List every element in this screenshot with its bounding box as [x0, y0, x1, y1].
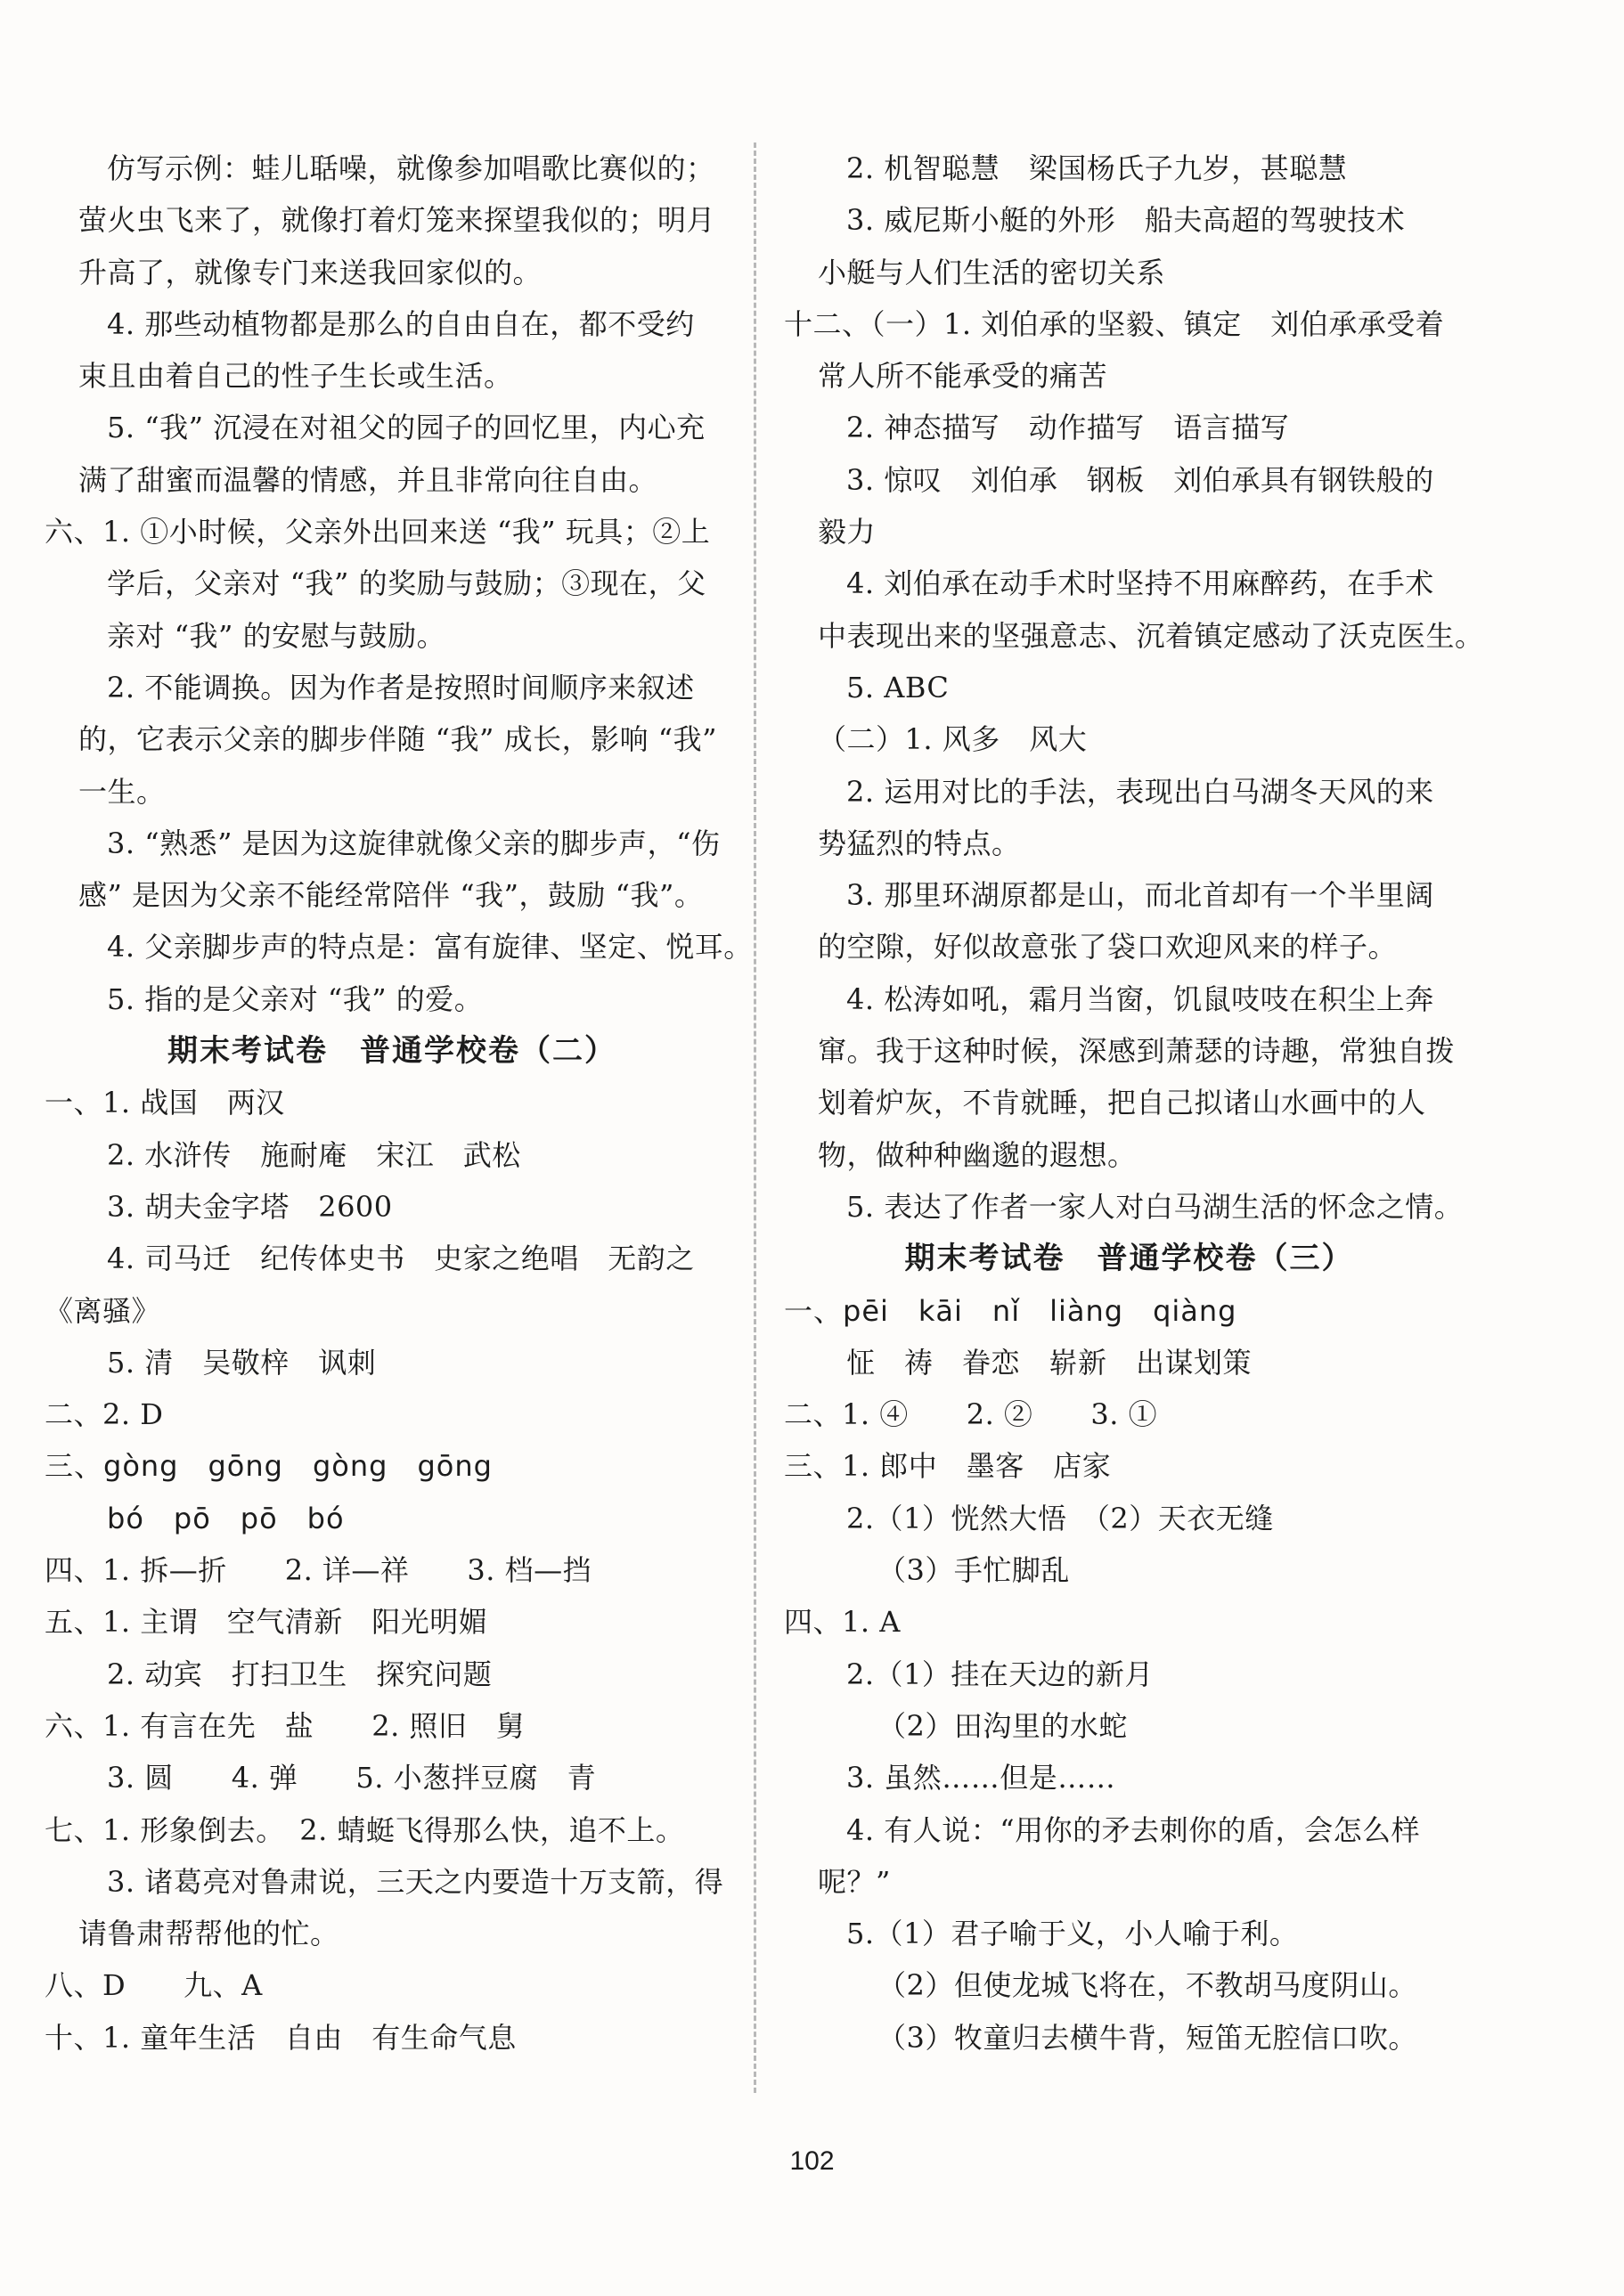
answer-line: 呢？” — [818, 1864, 891, 1899]
answer-line: 仿写示例：蛙儿聒噪，就像参加唱歌比赛似的； — [107, 151, 715, 185]
answer-line: 4. 那些动植物都是那么的自由自在，都不受约 — [107, 306, 695, 341]
answer-line: （3）手忙脚乱 — [877, 1553, 1070, 1588]
answer-line: 一、1. 战国 两汉 — [45, 1086, 285, 1120]
answer-line: 三、gòng gōng gòng gōng — [45, 1449, 493, 1484]
answer-line: 六、1. ①小时候，父亲外出回来送 “我” 玩具；②上 — [45, 515, 711, 550]
answer-line: 学后，父亲对 “我” 的奖励与鼓励；③现在，父 — [107, 566, 706, 601]
answer-line: 2.（1）恍然大悟 （2）天衣无缝 — [846, 1501, 1274, 1535]
answer-line: 4. 刘伯承在动手术时坚持不用麻醉药，在手术 — [846, 566, 1434, 601]
answer-line: 5. “我” 沉浸在对祖父的园子的回忆里，内心充 — [107, 411, 706, 445]
answer-line: 2. 神态描写 动作描写 语言描写 — [846, 411, 1290, 445]
answer-line: 毅力 — [818, 515, 877, 550]
answer-line: 小艇与人们生活的密切关系 — [818, 255, 1166, 289]
answer-line: 3. “熟悉” 是因为这旋律就像父亲的脚步声，“伤 — [107, 826, 721, 860]
answer-line: bó pō pō bó — [107, 1501, 345, 1535]
answer-line: 4. 有人说：“用你的矛去刺你的盾，会怎么样 — [846, 1812, 1421, 1847]
answer-line: 5. ABC — [846, 670, 950, 704]
left-column — [45, 142, 753, 2064]
answer-line: 5. 表达了作者一家人对白马湖生活的怀念之情。 — [846, 1189, 1464, 1224]
answer-line: 3. 那里环湖原都是山，而北首却有一个半里阔 — [846, 878, 1434, 913]
answer-line: 十、1. 童年生活 自由 有生命气息 — [45, 2020, 517, 2055]
answer-line: 2.（1）挂在天边的新月 — [846, 1657, 1154, 1691]
answer-line: 常人所不能承受的痛苦 — [818, 359, 1108, 394]
answer-line: 十二、（一）1. 刘伯承的坚毅、镇定 刘伯承承受着 — [784, 306, 1445, 341]
right-column — [784, 142, 1484, 2064]
answer-line: 3. 诸葛亮对鲁肃说，三天之内要造十万支箭，得 — [107, 1864, 724, 1899]
answer-line: 5. 清 吴敬梓 讽刺 — [107, 1345, 377, 1380]
answer-line: 八、D 九、A — [45, 1968, 263, 2003]
answer-line: 感” 是因为父亲不能经常陪伴 “我”，鼓励 “我”。 — [78, 878, 704, 913]
answer-line: 《离骚》 — [45, 1293, 161, 1328]
answer-line: 束且由着自己的性子生长或生活。 — [78, 359, 513, 394]
answer-line: 满了甜蜜而温馨的情感，并且非常向往自由。 — [78, 462, 658, 497]
column-divider — [754, 142, 756, 2093]
answer-line: 亲对 “我” 的安慰与鼓励。 — [107, 618, 446, 653]
answer-line: 二、2. D — [45, 1397, 164, 1432]
answer-line: 一生。 — [78, 774, 166, 809]
answer-line: 划着炉灰，不肯就睡，把自己拟诸山水画中的人 — [818, 1086, 1426, 1120]
answer-line: 二、1. ④ 2. ② 3. ① — [784, 1397, 1158, 1432]
answer-line: 2. 水浒传 施耐庵 宋江 武松 — [107, 1137, 521, 1172]
answer-line: （二）1. 风多 风大 — [818, 722, 1088, 757]
answer-line: 4. 父亲脚步声的特点是：富有旋律、坚定、悦耳。 — [107, 930, 753, 965]
answer-line: 2. 机智聪慧 梁国杨氏子九岁，甚聪慧 — [846, 151, 1348, 185]
page-number: 102 — [789, 2146, 835, 2176]
answer-line: 怔 祷 眷恋 崭新 出谋划策 — [846, 1345, 1253, 1380]
answer-line: 5.（1）君子喻于义，小人喻于利。 — [846, 1917, 1299, 1951]
answer-line: 3. 虽然……但是…… — [846, 1761, 1116, 1795]
answer-line: 升高了，就像专门来送我回家似的。 — [78, 255, 543, 289]
answer-line: 3. 威尼斯小艇的外形 船夫高超的驾驶技术 — [846, 203, 1406, 238]
answer-line: 的，它表示父亲的脚步伴随 “我” 成长，影响 “我” — [78, 722, 717, 757]
answer-line: 势猛烈的特点。 — [818, 826, 1021, 860]
answer-line: 窜。我于这种时候，深感到萧瑟的诗趣，常独自拨 — [818, 1034, 1456, 1069]
answer-line: 请鲁肃帮帮他的忙。 — [78, 1917, 339, 1951]
answer-line: 六、1. 有言在先 盐 2. 照旧 舅 — [45, 1708, 526, 1743]
answer-line: 一、pēi kāi nǐ liàng qiàng — [784, 1293, 1237, 1328]
answer-line: 2. 不能调换。因为作者是按照时间顺序来叙述 — [107, 670, 695, 704]
answer-line: 2. 动宾 打扫卫生 探究问题 — [107, 1657, 493, 1691]
section-heading: 期末考试卷 普通学校卷（二） — [167, 1033, 616, 1070]
answer-line: 5. 指的是父亲对 “我” 的爱。 — [107, 981, 484, 1016]
answer-line: （2）田沟里的水蛇 — [877, 1708, 1128, 1743]
answer-line: （2）但使龙城飞将在，不教胡马度阴山。 — [877, 1968, 1417, 2003]
answer-line: 物，做种种幽邈的遐想。 — [818, 1137, 1137, 1172]
answer-line: 3. 圆 4. 弹 5. 小葱拌豆腐 青 — [107, 1761, 597, 1795]
answer-line: 4. 松涛如吼，霜月当窗，饥鼠吱吱在积尘上奔 — [846, 981, 1434, 1016]
answer-line: 七、1. 形象倒去。 2. 蜻蜓飞得那么快，追不上。 — [45, 1812, 685, 1847]
answer-line: 2. 运用对比的手法，表现出白马湖冬天风的来 — [846, 774, 1434, 809]
answer-line: 3. 胡夫金字塔 2600 — [107, 1189, 393, 1224]
answer-line: 4. 司马迁 纪传体史书 史家之绝唱 无韵之 — [107, 1242, 695, 1276]
answer-line: 四、1. A — [784, 1605, 901, 1640]
answer-line: 五、1. 主谓 空气清新 阳光明媚 — [45, 1605, 488, 1640]
answer-line: 四、1. 拆—折 2. 详—祥 3. 档—挡 — [45, 1553, 592, 1588]
answer-line: 的空隙，好似故意张了袋口欢迎风来的样子。 — [818, 930, 1398, 965]
answer-line: （3）牧童归去横牛背，短笛无腔信口吹。 — [877, 2020, 1417, 2055]
answer-line: 三、1. 郎中 墨客 店家 — [784, 1449, 1112, 1484]
answer-line: 3. 惊叹 刘伯承 钢板 刘伯承具有钢铁般的 — [846, 462, 1434, 497]
answer-line: 萤火虫飞来了，就像打着灯笼来探望我似的；明月 — [78, 203, 716, 238]
answer-line: 中表现出来的坚强意志、沉着镇定感动了沃克医生。 — [818, 618, 1484, 653]
section-heading: 期末考试卷 普通学校卷（三） — [904, 1241, 1354, 1277]
